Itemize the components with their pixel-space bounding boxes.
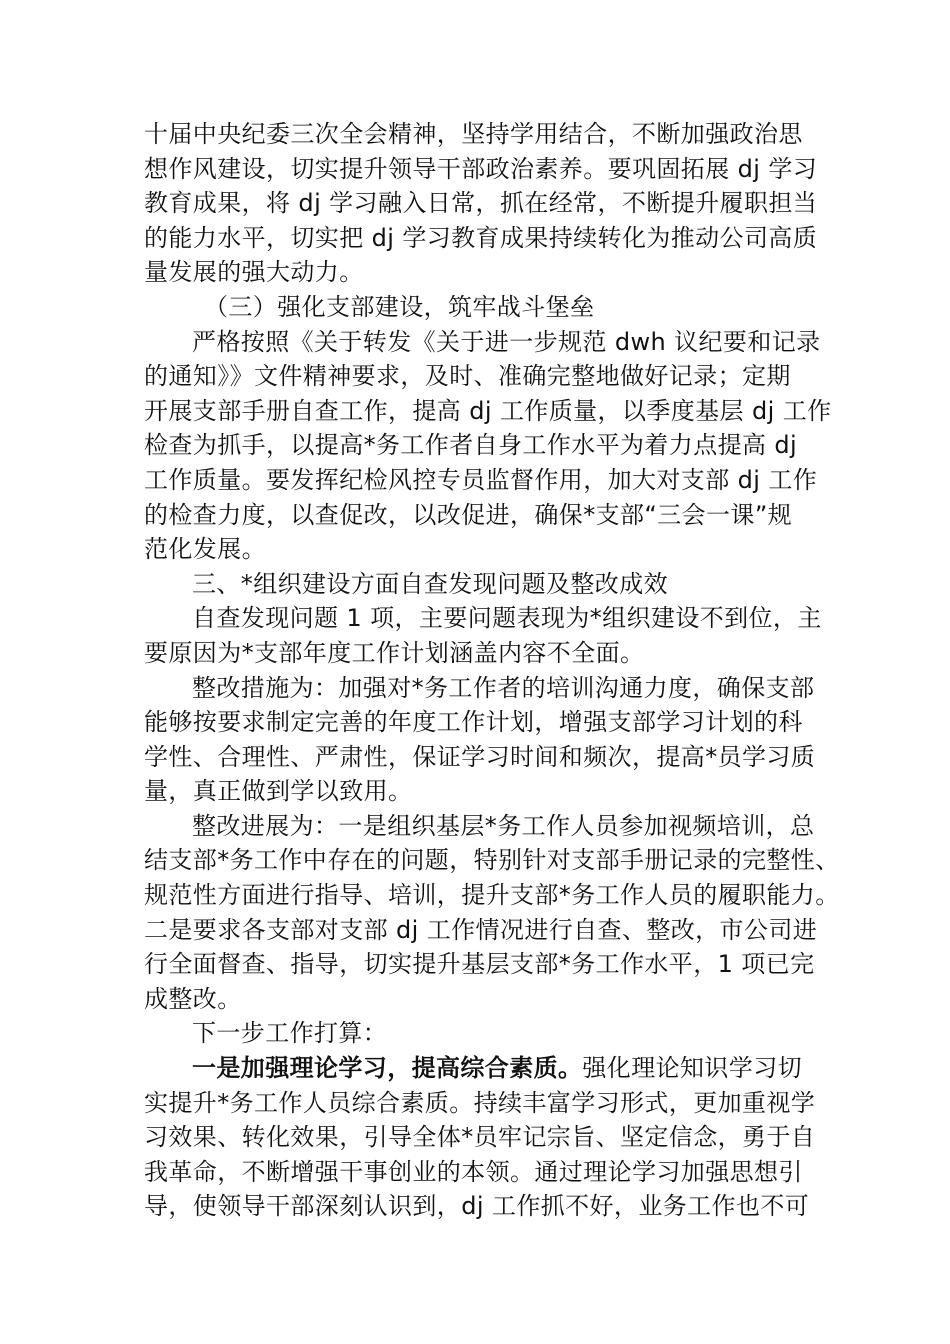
text-line: 实提升*务工作人员综合素质。持续丰富学习形式，更加重视学 (144, 1088, 816, 1117)
text-line: 量发展的强大动力。 (144, 258, 364, 287)
text-line: 检查为抓手，以提高*务工作者自身工作水平为着力点提高 dj (144, 431, 798, 460)
text-line: 十届中央纪委三次全会精神，坚持学用结合，不断加强政治思 (144, 120, 803, 148)
section-heading: 三、*组织建设方面自查发现问题及整改成效 (192, 569, 668, 598)
paragraph-start: 下一步工作打算： (192, 1019, 388, 1048)
text-line: 行全面督查、指导，切实提升基层支部*务工作水平，1 项已完 (144, 950, 815, 979)
paragraph-start: 严格按照《关于转发《关于进一步规范 dwh 议纪要和记录 (192, 327, 821, 356)
text-line: 二是要求各支部对支部 dj 工作情况进行自查、整改，市公司进 (144, 915, 818, 944)
text-line: 规范性方面进行指导、培训，提升支部*务工作人员的履职能力。 (144, 881, 840, 910)
section-heading: （三）强化支部建设，筑牢战斗堡垒 (204, 292, 595, 321)
text-line: 能够按要求制定完善的年度工作计划，增强支部学习计划的科 (144, 708, 803, 737)
paragraph-start-mixed (144, 1051, 824, 1086)
text-line: 量，真正做到学以致用。 (144, 777, 413, 806)
paragraph-start: 整改进展为：一是组织基层*务工作人员参加视频培训，总 (192, 811, 815, 840)
rest-text: 强化理论知识学习切 (582, 1054, 803, 1083)
text-line: 结支部*务工作中存在的问题，特别针对支部手册记录的完整性、 (144, 846, 840, 875)
text-line: 开展支部手册自查工作，提高 dj 工作质量，以季度基层 dj 工作 (144, 396, 832, 425)
text-line: 要原因为*支部年度工作计划涵盖内容不全面。 (144, 638, 645, 667)
text-line: 习效果、转化效果，引导全体*员牢记宗旨、坚定信念，勇于自 (144, 1123, 816, 1152)
text-line: 学性、合理性、严肃性，保证学习时间和频次，提高*员学习质 (144, 742, 816, 771)
text-line: 的通知》》文件精神要求，及时、准确完整地做好记录；定期 (144, 362, 791, 391)
text-line: 范化发展。 (144, 535, 266, 564)
text-line: 工作质量。要发挥纪检风控专员监督作用，加大对支部 dj 工作 (144, 465, 818, 494)
text-line: 导，使领导干部深刻认识到，dj 工作抓不好，业务工作也不可 (144, 1192, 810, 1221)
paragraph-start: 整改措施为：加强对*务工作者的培训沟通力度，确保支部 (192, 673, 815, 702)
bold-lead-text: 一是加强理论学习，提高综合素质。 (192, 1054, 583, 1083)
text-line: 成整改。 (144, 984, 242, 1013)
text-line: 的能力水平，切实把 dj 学习教育成果持续转化为推动公司高质 (144, 223, 818, 252)
text-line: 的检查力度，以查促改，以改促进，确保*支部“三会一课”规 (144, 500, 793, 529)
text-line: 我革命，不断增强干事创业的本领。通过理论学习加强思想引 (144, 1157, 803, 1186)
document-body (144, 117, 840, 1224)
paragraph-start: 自查发现问题 1 项，主要问题表现为*组织建设不到位，主 (192, 604, 822, 633)
text-line: 想作风建设，切实提升领导干部政治素养。要巩固拓展 dj 学习 (144, 154, 818, 183)
text-line: 教育成果，将 dj 学习融入日常，抓在经常，不断提升履职担当 (144, 189, 818, 218)
